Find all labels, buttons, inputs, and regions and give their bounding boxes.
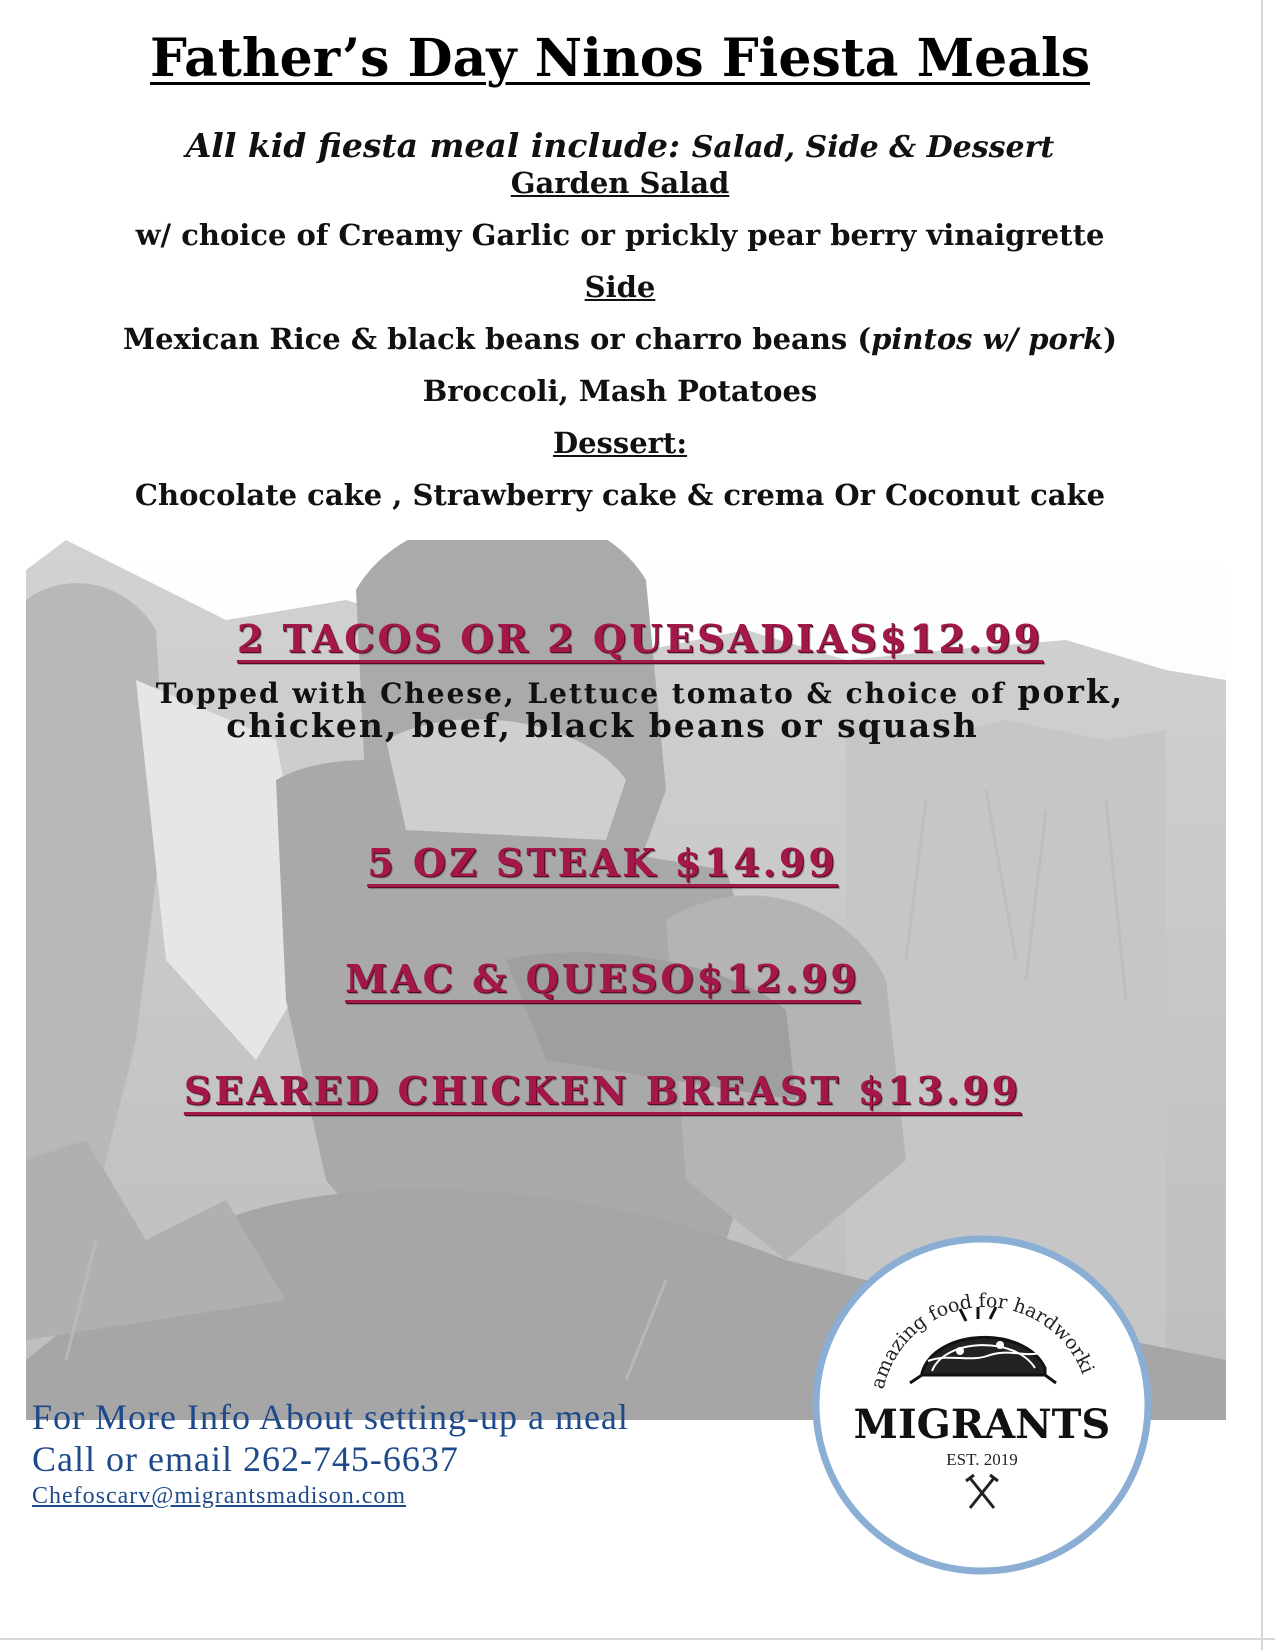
page-border-right	[1261, 0, 1263, 1650]
contact-email-link[interactable]: Chefoscarv@migrantsmadison.com	[32, 1483, 407, 1509]
logo-tagline: amazing food for hardworki	[866, 1289, 1099, 1392]
page-border-bottom	[0, 1638, 1275, 1640]
migrants-logo	[810, 1233, 1154, 1577]
side-text-rice-a: Mexican Rice & black beans or charro beans (	[123, 322, 872, 356]
dessert-text: Chocolate cake , Strawberry cake & crema Or Coconut cake	[134, 478, 1106, 512]
menu-item-chicken: SEARED CHICKEN BREAST $13.99	[183, 1068, 1022, 1113]
logo-est: EST. 2019	[946, 1450, 1018, 1469]
menu-item-steak: 5 OZ STEAK $14.99	[367, 840, 838, 885]
logo-name: MIGRANTS	[853, 1401, 1111, 1448]
side-heading: Side	[584, 270, 656, 304]
salad-heading: Garden Salad	[510, 166, 730, 200]
dessert-heading: Dessert:	[552, 426, 688, 460]
subtitle	[0, 126, 1240, 165]
contact-info-line: For More Info About setting-up a meal	[32, 1397, 629, 1437]
subtitle-prefix: All kid fiesta meal include:	[185, 126, 692, 165]
salad-text: w/ choice of Creamy Garlic or prickly pear berry vinaigrette	[135, 218, 1105, 252]
subtitle-items: Salad, Side & Dessert	[691, 130, 1055, 165]
page-title: Father’s Day Ninos Fiesta Meals	[150, 28, 1090, 89]
menu-item-tacos: 2 TACOS OR 2 QUESADIAS$12.99	[236, 616, 1044, 661]
side-text-rice-b: pintos w/ pork	[871, 322, 1104, 356]
tacos-description-2: chicken, beef, black beans or squash	[226, 706, 979, 745]
contact-phone-line: Call or email 262-745-6637	[32, 1439, 459, 1479]
menu-item-mac: MAC & QUESO$12.99	[345, 956, 860, 1001]
side-text-veg: Broccoli, Mash Potatoes	[422, 374, 818, 408]
side-text-rice	[0, 322, 1240, 356]
tacos-description-1b: pork,	[1017, 672, 1125, 711]
tacos-description-1a: Topped with Cheese, Lettuce tomato & choice of	[155, 677, 1018, 710]
side-text-rice-c: )	[1103, 322, 1117, 356]
